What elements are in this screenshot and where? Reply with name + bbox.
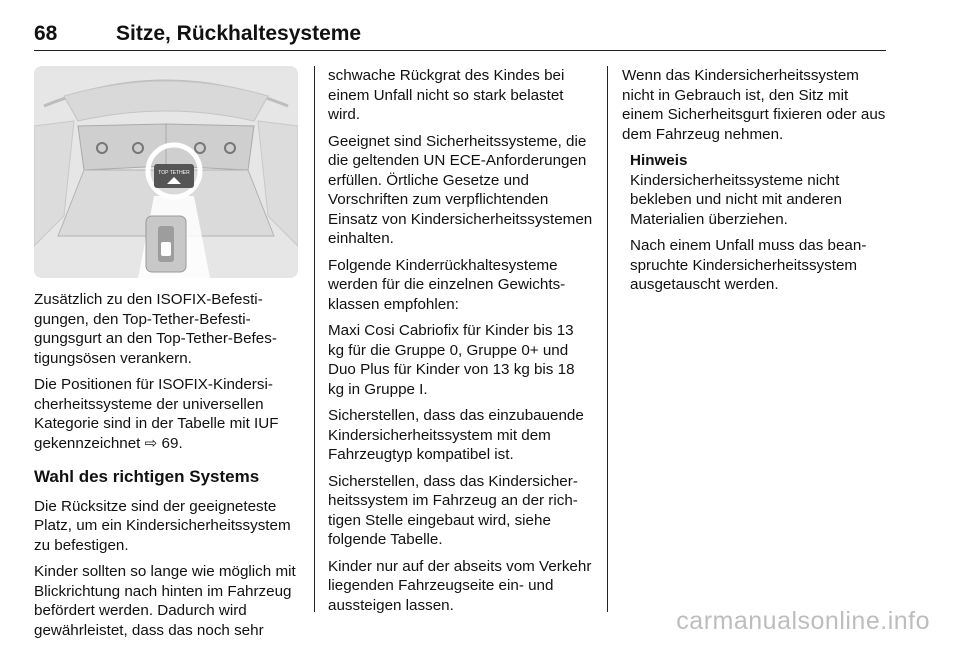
column-middle	[328, 66, 593, 622]
paragraph: Maxi Cosi Cabriofix für Kinder bis 13 kg für die Gruppe 0, Gruppe 0+ und Duo Plus für Kinder von 13 kg bis 18 kg in Gruppe I.	[328, 322, 575, 398]
note-box	[622, 151, 887, 295]
watermark: carmanualsonline.info	[676, 607, 930, 635]
note-title: Hinweis	[630, 152, 688, 169]
column-divider	[607, 66, 608, 612]
top-tether-label: TOP TETHER	[158, 170, 190, 176]
column-right	[622, 66, 887, 302]
paragraph: Folgende Kinderrückhaltesysteme werden für die einzelnen Gewichtsklassen empfohlen:	[328, 256, 566, 313]
column-left	[34, 66, 299, 647]
paragraph: Geeignet sind Sicherheitssysteme, die die geltenden UN ECE-Anforderungen erfüllen. Örtliche Gesetze und Vorschriften zum verpflichtenden Einsatz von Kindersicherheitssystemen einhalten.	[328, 132, 593, 247]
column-divider	[314, 66, 315, 612]
chapter-title: Sitze, Rückhaltesysteme	[116, 22, 362, 45]
paragraph: Kinder sollten so lange wie möglich mit Blickrichtung nach hinten im Fahrzeug befördert werden. Dadurch wird gewährleistet, dass das noch sehr	[34, 563, 296, 639]
section-heading: Wahl des richtigen Systems	[34, 467, 260, 486]
paragraph: Die Rücksitze sind der geeigneteste Platz, um ein Kindersicherheitssystem zu befestigen.	[34, 497, 291, 554]
paragraph: Die Positionen für ISOFIX-Kindersicherheitssysteme der universellen Kategorie sind in der Tabelle mit IUF gekennzeichnet ⇨ 69.	[34, 376, 279, 452]
page-header	[34, 22, 886, 51]
page-number: 68	[34, 22, 58, 45]
paragraph: Sicherstellen, dass das Kindersicherheitssystem im Fahrzeug an der richtigen Stelle eingebaut wird, siehe folgende Tabelle.	[328, 472, 578, 548]
paragraph: Zusätzlich zu den ISOFIX-Befestigungen, den Top-Tether-Befestigungsgurt an den Top-Tether-Befestigungsösen verankern.	[34, 291, 277, 367]
paragraph: Sicherstellen, dass das einzubauende Kindersicherheitssystem mit dem Fahrzeugtyp kompatibel ist.	[328, 407, 584, 463]
paragraph: Kinder nur auf der abseits vom Verkehr liegenden Fahrzeugseite ein- und aussteigen lassen.	[328, 557, 592, 614]
note-paragraph: Nach einem Unfall muss das beanspruchte Kindersicherheitssystem ausgetauscht werden.	[630, 237, 867, 293]
paragraph: schwache Rückgrat des Kindes bei einem Unfall nicht so stark belastet wird.	[328, 67, 565, 123]
trunk-top-tether-illustration	[34, 66, 298, 278]
paragraph: Wenn das Kindersicherheitssystem nicht in Gebrauch ist, den Sitz mit einem Sicherheitsgurt fixieren oder aus dem Fahrzeug nehmen.	[622, 67, 886, 143]
note-paragraph: Kindersicherheitssysteme nicht bekleben und nicht mit anderen Materialien überziehen.	[630, 171, 842, 228]
